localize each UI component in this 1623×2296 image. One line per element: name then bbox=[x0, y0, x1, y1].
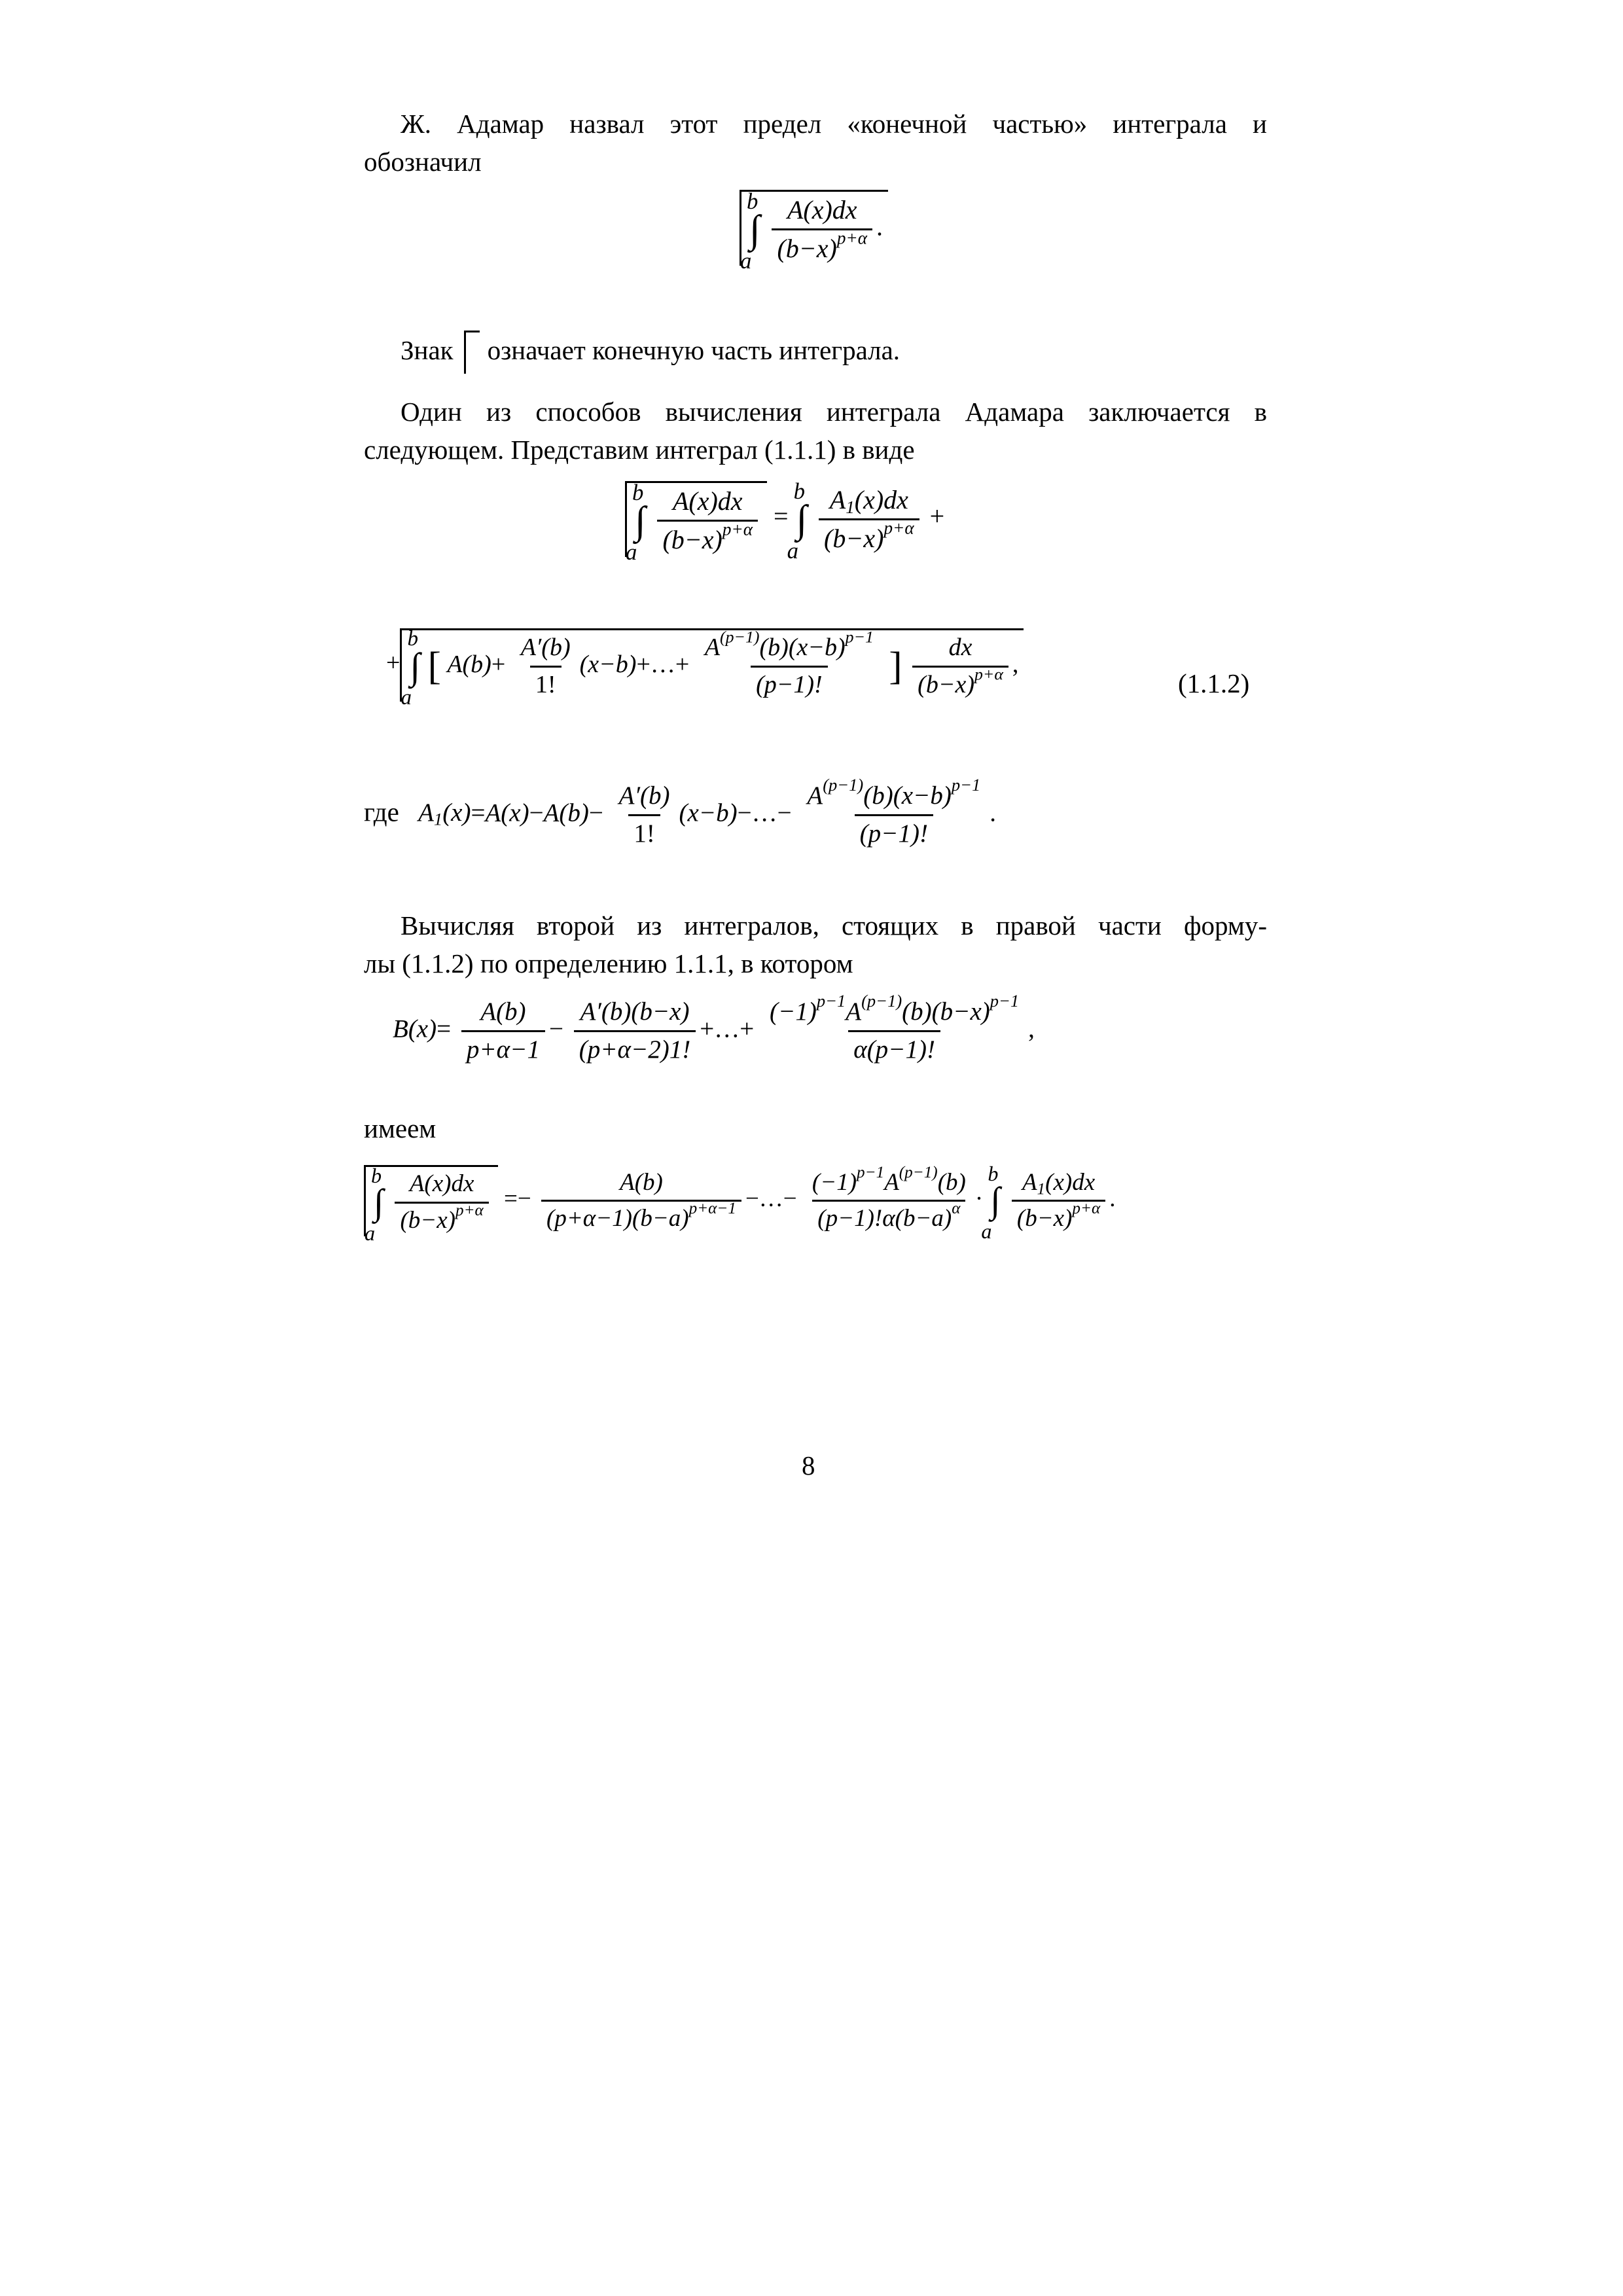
integral-sign-icon: ∫ b a bbox=[787, 478, 808, 564]
paragraph-hadamard: Ж. Адамар назвал этот предел «конечной частью» интеграла и bbox=[401, 109, 1267, 139]
paragraph-computing: Вычисляя второй из интегралов, стоящих в правой части форму- bbox=[401, 910, 1267, 941]
integral-sign-icon: ∫ b a bbox=[365, 1163, 384, 1245]
formula-split-line2: + ∫ b a [ A(b)+ $\frac{A'(b)}{1!}$ (x−b)+…+ $\frac{A^{(p-1)}(b)(x-b)^{p-1}}{(p-1)!}$ ] $\frac{dx}{(b-x)^{p+\alpha}}$ , bbox=[386, 628, 1024, 702]
paragraph-method-cont: следующем. Представим интеграл (1.1.1) в виде bbox=[364, 435, 915, 465]
finite-part-sign-icon bbox=[461, 331, 481, 374]
integral-sign-icon: ∫ b a bbox=[981, 1162, 1001, 1244]
integral-sign-icon: ∫ b a bbox=[401, 626, 421, 709]
paragraph-hadamard-cont: обозначил bbox=[364, 147, 482, 177]
equation-number: (1.1.2) bbox=[1178, 668, 1250, 698]
formula-result: ∫ b a $\frac{A(x)dx}{(b-x)^{p+\alpha}}$ =− $\frac{A(b)}{(p+\alpha-1)(b-a)^{p+\alpha-1}}$ −…− $\frac{(-1)^{p-1}A^{(p-1)}(b)}{(p-1)!\alpha(b-a)^\alpha}$ · ∫ b a $\frac{A_1(x)dx}{(b-x)^{p+\alpha}}$ . bbox=[365, 1162, 1116, 1245]
paragraph-we-have: имеем bbox=[364, 1113, 437, 1143]
paragraph-sign: Знак означает конечную часть интеграла. bbox=[364, 331, 1267, 374]
integral-sign-icon: ∫ b a bbox=[626, 480, 646, 565]
formula-finite-part: ∫ b a $\frac{A(x)dx}{(b-x)^{p+\alpha}}$ . bbox=[740, 190, 888, 266]
formula-split-line1: ∫ b a $\frac{A(x)dx}{(b-x)^{p+\alpha}}$ = ∫ b a $\frac{A_1(x)dx}{(b-x)^{p+\alpha}}$ + bbox=[626, 478, 945, 565]
paragraph-method: Один из способов вычисления интеграла Адамара заключается в bbox=[401, 397, 1267, 427]
page-number: 8 bbox=[802, 1450, 815, 1480]
formula-a1-definition: где $A_1(x)=A(x)-A(b)-$ $\frac{A'(b)}{1!}$ (x−b)−…− $\frac{A^{(p-1)}(b)(x-b)^{p-1}}{(p-1)!}$ . bbox=[364, 775, 997, 848]
integral-sign-icon: ∫ b a bbox=[740, 188, 760, 274]
formula-b-definition: B(x)= $\frac{A(b)}{p+\alpha-1}$ − $\frac{A'(b)(b-x)}{(p+\alpha-2)1!}$ +…+ $\frac{(-1)^{p-1}A^{(p-1)}(b)(b-x)^{p-1}}{\alpha(p-1)!}$ , bbox=[393, 991, 1035, 1064]
paragraph-computing-cont: лы (1.1.2) по определению 1.1.1, в котором bbox=[364, 948, 853, 978]
